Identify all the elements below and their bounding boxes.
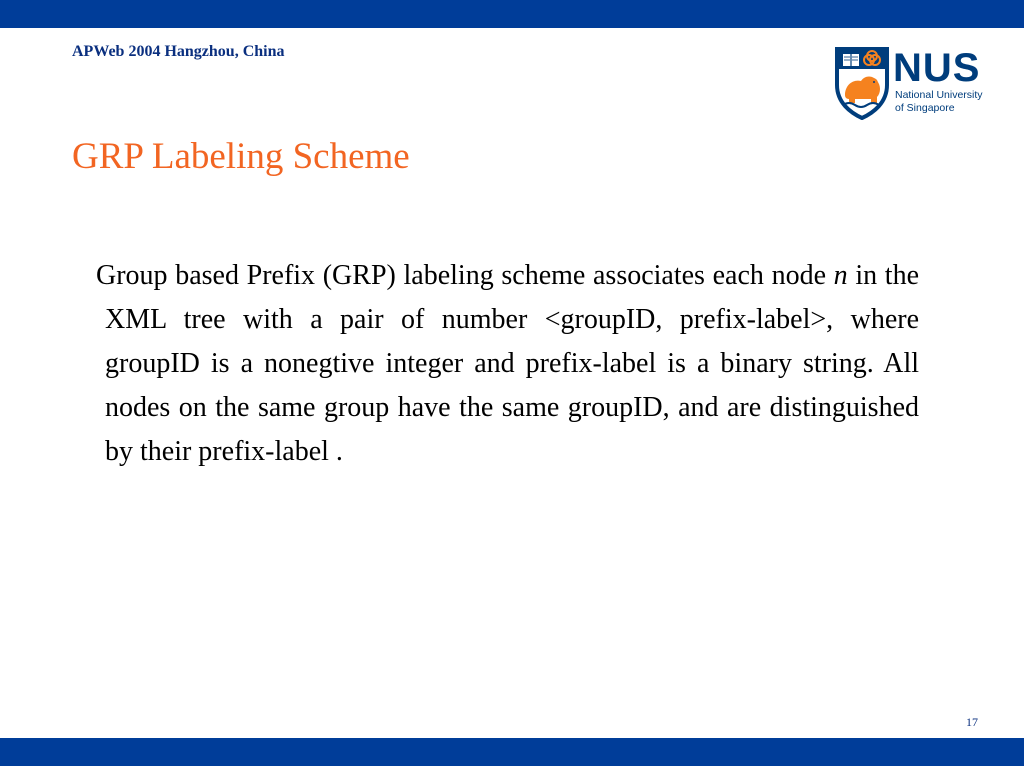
body-text-part2: in the XML tree with a pair of number <groupID, prefix-label>, where groupID is a nonegtive integer and prefix-label is a binary string. All nodes on the same group have the same groupID, and are distinguished by their prefix-label .	[105, 260, 919, 467]
logo-subtitle-line1: National University	[895, 89, 983, 101]
nus-crest-icon	[833, 45, 891, 120]
logo-subtitle	[895, 89, 983, 115]
body-text-italic: n	[833, 260, 848, 291]
page-number: 17	[966, 715, 978, 729]
top-bar	[0, 0, 1024, 28]
body-paragraph	[96, 254, 919, 474]
bottom-bar	[0, 738, 1024, 766]
logo-subtitle-line2: of Singapore	[895, 102, 955, 114]
slide-title: GRP Labeling Scheme	[72, 136, 410, 177]
logo-wordmark: NUS	[893, 46, 981, 90]
nus-logo	[833, 45, 993, 120]
body-text-part1: Group based Prefix (GRP) labeling scheme associates each node	[96, 260, 834, 291]
header-caption: APWeb 2004 Hangzhou, China	[72, 43, 285, 60]
